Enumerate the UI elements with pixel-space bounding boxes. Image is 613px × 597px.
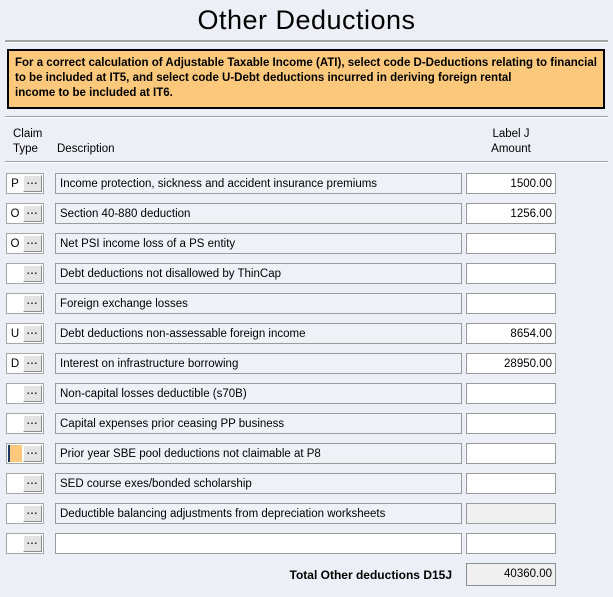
ellipsis-button[interactable]: ... (23, 295, 42, 312)
table-row (6, 203, 613, 224)
claim-type-control (6, 533, 44, 554)
col-header-claim-type: Claim Type (13, 128, 43, 155)
amount-input[interactable] (466, 473, 556, 494)
claim-type-control (6, 293, 44, 314)
claim-type-control (6, 353, 44, 374)
amount-input[interactable] (466, 383, 556, 404)
ellipsis-button[interactable]: ... (23, 445, 42, 462)
claim-type-input[interactable] (8, 295, 22, 312)
total-label: Total Other deductions D15J (289, 567, 452, 582)
claim-type-control (6, 413, 44, 434)
ellipsis-button[interactable]: ... (23, 535, 42, 552)
info-line: income to be included at IT6. (15, 87, 173, 99)
description-field (55, 473, 462, 494)
description-field (55, 263, 462, 284)
amount-input[interactable] (466, 173, 556, 194)
claim-type-input[interactable] (8, 475, 22, 492)
claim-type-control (6, 443, 44, 464)
claim-type-input[interactable]: O (8, 205, 22, 222)
claim-type-control (6, 233, 44, 254)
claim-type-input[interactable] (8, 445, 22, 462)
ellipsis-button[interactable]: ... (23, 175, 42, 192)
separator (5, 161, 608, 163)
claim-type-control (6, 383, 44, 404)
amount-input[interactable] (466, 533, 556, 554)
table-row (6, 413, 613, 434)
info-banner (7, 49, 605, 109)
table-row (6, 533, 613, 554)
amount-input[interactable] (466, 233, 556, 254)
claim-type-input[interactable] (8, 265, 22, 282)
table-row (6, 353, 613, 374)
claim-type-input[interactable] (8, 535, 22, 552)
description-field[interactable] (55, 533, 462, 554)
description-field (55, 173, 462, 194)
description-field (55, 383, 462, 404)
table-row (6, 443, 613, 464)
claim-type-control (6, 473, 44, 494)
description-field (55, 293, 462, 314)
ellipsis-button[interactable]: ... (23, 415, 42, 432)
description-field (55, 203, 462, 224)
claim-type-control (6, 203, 44, 224)
ellipsis-button[interactable]: ... (23, 235, 42, 252)
ellipsis-button[interactable]: ... (23, 205, 42, 222)
description-field (55, 353, 462, 374)
claim-type-control (6, 323, 44, 344)
description-field (55, 503, 462, 524)
table-row (6, 233, 613, 254)
claim-type-input[interactable]: P (8, 175, 22, 192)
claim-type-control (6, 263, 44, 284)
table-row (6, 383, 613, 404)
claim-type-control (6, 173, 44, 194)
claim-type-input[interactable] (8, 415, 22, 432)
rows (0, 173, 613, 554)
claim-type-input[interactable] (8, 505, 22, 522)
table-row (6, 473, 613, 494)
description-field (55, 323, 462, 344)
separator (5, 116, 608, 118)
amount-input[interactable] (466, 263, 556, 284)
table-row (6, 263, 613, 284)
description-field (55, 413, 462, 434)
claim-type-input[interactable] (8, 385, 22, 402)
separator (5, 40, 608, 43)
total-row (6, 563, 613, 586)
col-header-amount: Label J Amount (491, 128, 531, 155)
col-header-description: Description (57, 143, 115, 155)
ellipsis-button[interactable]: ... (23, 265, 42, 282)
table-row (6, 173, 613, 194)
amount-input[interactable] (466, 443, 556, 464)
description-field (55, 443, 462, 464)
table-row (6, 293, 613, 314)
table-row (6, 323, 613, 344)
ellipsis-button[interactable]: ... (23, 355, 42, 372)
claim-type-control (6, 503, 44, 524)
amount-input[interactable] (466, 293, 556, 314)
amount-input[interactable] (466, 413, 556, 434)
claim-type-input[interactable]: U (8, 325, 22, 342)
amount-input[interactable] (466, 323, 556, 344)
claim-type-input[interactable]: D (8, 355, 22, 372)
amount-input (466, 503, 556, 524)
description-field (55, 233, 462, 254)
ellipsis-button[interactable]: ... (23, 325, 42, 342)
claim-type-input[interactable]: O (8, 235, 22, 252)
ellipsis-button[interactable]: ... (23, 385, 42, 402)
info-line: For a correct calculation of Adjustable Taxable Income (ATI), select code D-Deductions relating to financial (15, 57, 597, 69)
total-amount-field: 40360.00 (466, 563, 556, 586)
amount-input[interactable] (466, 203, 556, 224)
ellipsis-button[interactable]: ... (23, 505, 42, 522)
ellipsis-button[interactable]: ... (23, 475, 42, 492)
table-row (6, 503, 613, 524)
column-headers (6, 127, 613, 157)
page-title: Other Deductions (197, 5, 416, 35)
amount-input[interactable] (466, 353, 556, 374)
info-line: to be included at IT5, and select code U-Debt deductions incurred in deriving foreign rental (15, 72, 512, 84)
